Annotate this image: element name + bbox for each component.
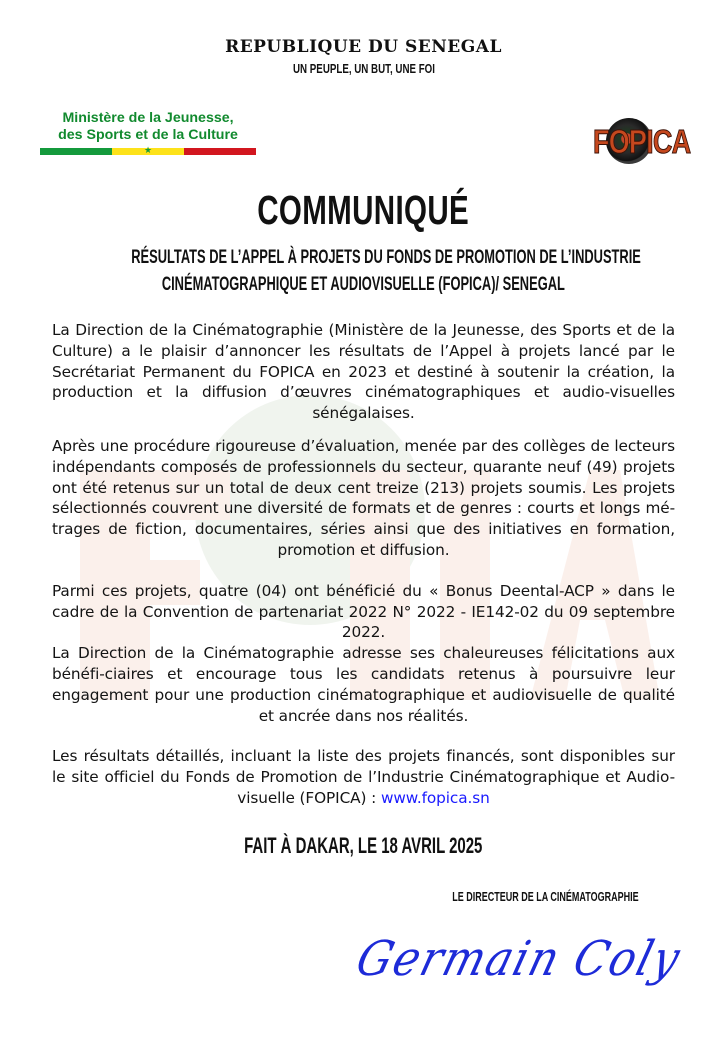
ministry-name-line2: des Sports et de la Culture xyxy=(58,127,238,143)
motto-text: UN PEUPLE, UN BUT, UNE FOI xyxy=(292,62,435,76)
senegal-flag-bar xyxy=(40,148,256,155)
fopica-logo xyxy=(593,118,693,168)
flag-red-stripe xyxy=(184,148,256,155)
signature-block xyxy=(0,887,727,1037)
ministry-logo xyxy=(40,110,256,155)
director-title xyxy=(415,887,675,906)
header xyxy=(0,0,727,185)
place-date-text: FAIT À DAKAR, LE 18 AVRIL 2025 xyxy=(244,832,483,858)
director-title-text: LE DIRECTEUR DE LA CINÉMATOGRAPHIE xyxy=(451,889,639,904)
fopica-logo-text: FOPICA xyxy=(593,123,691,160)
fopica-website-link[interactable]: www.fopica.sn xyxy=(380,788,490,807)
ministry-name-line1: Ministère de la Jeunesse, xyxy=(62,110,234,126)
flag-yellow-stripe xyxy=(112,148,184,155)
republic-title: REPUBLIQUE DU SENEGAL xyxy=(225,37,502,57)
paragraph-bonus-text: Parmi ces projets, quatre (04) ont bénéficié du « Bonus Deental-ACP » dans le cadre de la Convention de partenariat 2022 N° 2022 - IE142-02 du 09 septembre 2022. xyxy=(52,581,675,642)
title-text: COMMUNIQUÉ xyxy=(257,187,470,233)
paragraph-evaluation: Après une procédure rigoureuse d’évaluation, menée par des collèges de lecteurs indépendants composés de professionnels du secteur, quarante neuf (49) projets ont été retenus sur un total de deux cent treize (213) projets soumis. Les projets sélectionnés couvrent une diversité de formats et de genres : courts et longs mé-trages de fiction, documentaires, séries ainsi que des initiatives en formation, promotion et diffusion. xyxy=(52,436,675,559)
subtitle-line-1 xyxy=(0,244,727,271)
signature xyxy=(350,909,718,1009)
page-title xyxy=(0,185,727,244)
subtitle-text-1: RÉSULTATS DE L’APPEL À PROJETS DU FONDS DE PROMOTION DE L’INDUSTRIE xyxy=(131,246,641,268)
subtitle-line-2 xyxy=(0,271,727,298)
paragraph-congratulations-text: La Direction de la Cinématographie adresse ses chaleureuses félicitations aux bénéfi-ciaires et encourage tous les candidats retenus à poursuivre leur engagement pour une production cinématographique et audiovisuelle de qualité et ancrée dans nos réalités. xyxy=(52,644,675,725)
communique-body xyxy=(0,185,727,1037)
subtitle-text-2: CINÉMATOGRAPHIQUE ET AUDIOVISUELLE (FOPICA)/ SENEGAL xyxy=(161,273,566,295)
paragraph-results-link xyxy=(52,746,675,808)
place-date xyxy=(0,829,727,865)
paragraph-intro: La Direction de la Cinématographie (Ministère de la Jeunesse, des Sports et de la Culture) a le plaisir d’annoncer les résultats de l’Appel à projets lancé par le Secrétariat Permanent du FOPICA en 2023 et destiné à soutenir la création, la production et la diffusion d’œuvres cinématographiques et audio-visuelles sénégalaises. xyxy=(52,321,675,423)
signature-text: Germain Coly xyxy=(350,930,688,987)
national-motto xyxy=(0,60,727,77)
paragraph-bonus xyxy=(52,581,675,727)
star-icon: ★ xyxy=(143,146,153,156)
flag-green-stripe xyxy=(40,148,112,155)
results-text: Les résultats détaillés, incluant la liste des projets financés, sont disponibles sur le site officiel du Fonds de Promotion de l’Industrie Cinématographique et Audio-visuelle (FOPICA) : xyxy=(52,747,675,807)
